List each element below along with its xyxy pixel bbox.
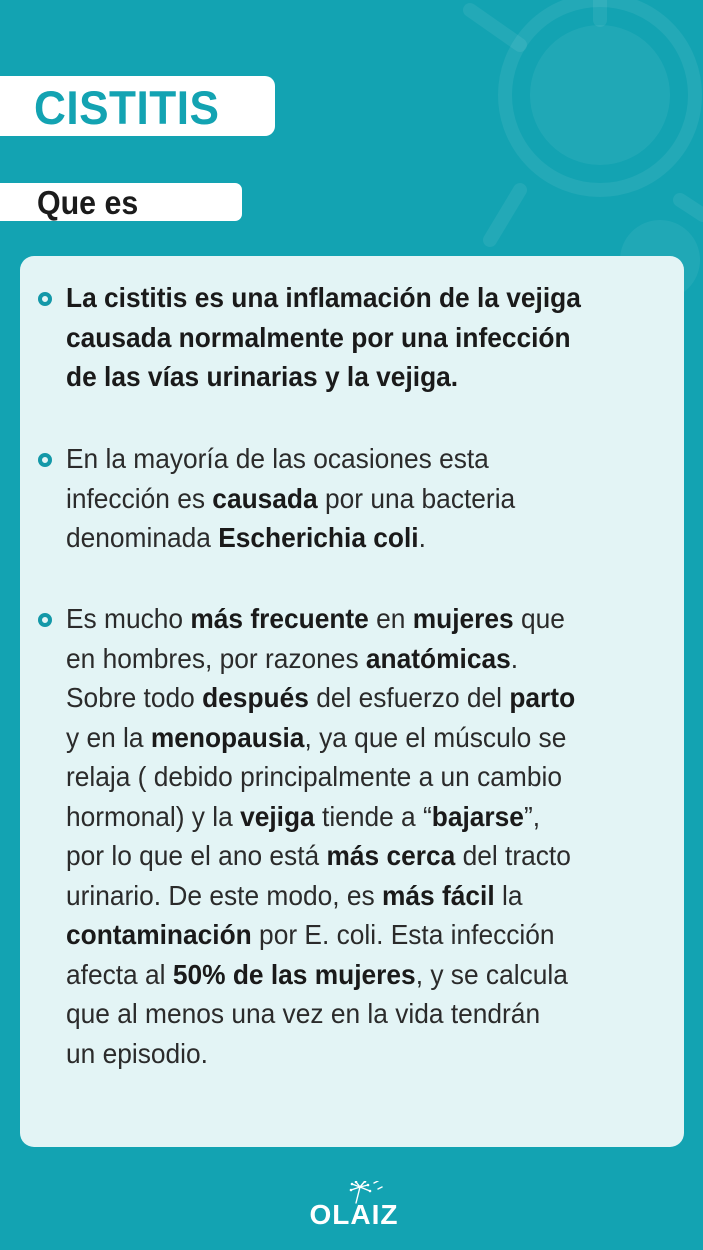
text-line: contaminación por E. coli. Esta infección xyxy=(66,919,555,950)
text-line: hormonal) y la vejiga tiende a “bajarse”, xyxy=(66,800,541,832)
text-line: causada normalmente por una infección xyxy=(66,321,571,353)
text-line: denominada Escherichia coli. xyxy=(66,522,426,553)
text-line: La cistitis es una inflamación de la vejiga xyxy=(66,282,581,313)
paragraph-cause xyxy=(66,439,636,558)
paragraph-frequency xyxy=(66,599,636,1073)
subtitle-banner xyxy=(0,183,242,221)
text-line: que al menos una vez en la vida tendrán xyxy=(66,998,541,1029)
text-line: afecta al 50% de las mujeres, y se calcula xyxy=(66,958,568,990)
text-line: Es mucho más frecuente en mujeres que xyxy=(66,603,565,634)
text-line: un episodio. xyxy=(66,1037,208,1069)
olaiz-logo xyxy=(304,1181,404,1233)
section-subtitle: Que es xyxy=(37,184,139,221)
text-line: Sobre todo después del esfuerzo del parto xyxy=(66,682,576,713)
content-card xyxy=(20,256,684,1147)
bullet-icon xyxy=(38,613,52,627)
title-banner xyxy=(0,76,275,136)
text-line: en hombres, por razones anatómicas. xyxy=(66,642,519,674)
text-line: por lo que el ano está más cerca del tracto xyxy=(66,840,571,871)
text-line: infección es causada por una bacteria xyxy=(66,482,516,514)
page-title: CISTITIS xyxy=(34,81,220,134)
text-line: de las vías urinarias y la vejiga. xyxy=(66,361,459,392)
bullet-icon xyxy=(38,292,52,306)
logo-text: OLAIZ xyxy=(309,1199,399,1230)
bullet-icon xyxy=(38,453,52,467)
text-line: y en la menopausia, ya que el músculo se xyxy=(66,721,567,753)
text-line: relaja ( debido principalmente a un cambio xyxy=(66,761,562,792)
text-line: urinario. De este modo, es más fácil la xyxy=(66,879,523,911)
paragraph-definition xyxy=(66,278,636,397)
text-line: En la mayoría de las ocasiones esta xyxy=(66,443,489,474)
